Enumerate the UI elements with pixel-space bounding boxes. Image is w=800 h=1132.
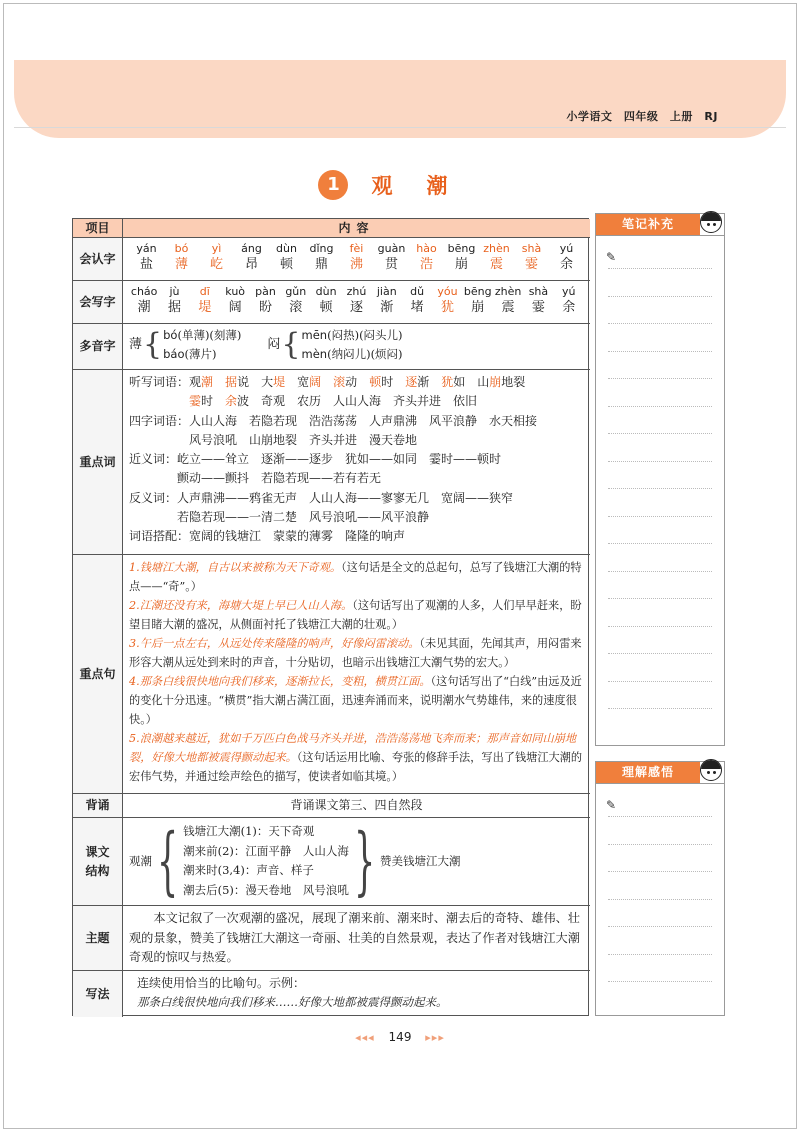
row-label: 多音字 (73, 324, 123, 369)
pinyin-cell: bó (174, 242, 189, 255)
combo-label: 词语搭配： (129, 529, 190, 544)
pinyin: mēn (301, 328, 328, 342)
pinyin-line (129, 284, 584, 299)
char-cell: 滚 (289, 300, 303, 315)
listen-fragment: 阔 (309, 375, 322, 389)
listen-fragment: 霎 (189, 394, 202, 409)
writing-line (608, 844, 712, 845)
writing-line (608, 598, 712, 599)
sentence-item (129, 558, 584, 596)
listen-fragment: 宽 (285, 375, 310, 389)
notes-panel (595, 213, 725, 746)
char-cell: 阔 (228, 300, 242, 315)
writing-line (608, 816, 712, 817)
row-writing (73, 970, 590, 1017)
words: (纳闷儿)(烦闷) (327, 347, 403, 361)
row-recite (73, 793, 590, 817)
structure-branch: 潮去后(5)：漫天卷地 风号浪吼 (183, 882, 349, 897)
listen-fragment: 动 (345, 375, 370, 389)
char-cell: 潮 (137, 300, 151, 315)
pinyin-cell: bēng (447, 242, 476, 255)
char-cell: 震 (501, 300, 515, 315)
insight-header (596, 762, 724, 784)
char-cell: 薄 (174, 257, 188, 272)
listen-fragment: 渐 (417, 375, 442, 389)
writing-line (608, 296, 712, 297)
char-cell: 犹 (440, 300, 454, 315)
char-cell: 贯 (384, 257, 398, 272)
listen-fragment: 逐 (405, 375, 418, 389)
char-cell: 堵 (410, 300, 424, 315)
pinyin-cell: dī (199, 285, 210, 298)
closing-brace-icon: } (353, 818, 376, 904)
notes-writing-lines (608, 268, 712, 736)
sentence-item (129, 729, 584, 786)
char-line (129, 256, 584, 273)
sentence-number: 1. (129, 561, 140, 574)
listen-fragment: 堤 (273, 375, 286, 389)
combo-line (129, 527, 584, 546)
writing-line (608, 899, 712, 900)
structure-branch: 钱塘江大潮(1)：天下奇观 (183, 824, 315, 838)
next-arrows: ▸▸▸ (425, 1031, 445, 1044)
listen-fragment: 潮 (201, 375, 214, 389)
listen-fragment: 波 奇观 农历 人山人海 齐头并进 依旧 (237, 394, 478, 409)
sentence-number: 3. (129, 637, 140, 650)
row-label: 重点句 (73, 555, 123, 793)
sentence-note: （未见其面，先闻其声，用闷雷来形容大潮从远处到来时的声音，十分贴切，也暗示出钱塘江大潮气势的宏大。） (129, 637, 582, 669)
words: (薄片) (184, 347, 217, 361)
writing-line (608, 516, 712, 517)
pinyin-cell: zhú (346, 285, 367, 298)
four-line-2: 风号浪吼 山崩地裂 齐头并进 漫天卷地 (189, 432, 418, 447)
listen-fragment: 余 (225, 394, 238, 409)
pinyin-cell: fèi (349, 242, 364, 255)
listen-fragment: 犹 (441, 375, 454, 389)
pinyin-cell: dǔ (410, 285, 425, 298)
pinyin-cell: kuò (225, 285, 246, 298)
lesson-title: 观潮 (371, 174, 482, 198)
polyphone-group-2 (267, 326, 402, 364)
char-cell: 逐 (349, 300, 363, 315)
polyphone-group-1 (129, 326, 241, 364)
ant-words: 人声鼎沸——鸦雀无声 人山人海——寥寥无几 宽阔——狭窄 (177, 490, 514, 505)
row-label: 背诵 (73, 794, 123, 817)
row-label: 重点词 (73, 370, 123, 554)
lesson-number-badge: 1 (318, 170, 348, 200)
char-cell: 鼎 (314, 257, 328, 272)
sentence-number: 5. (129, 732, 140, 745)
sentence-quote: 浪潮越来越近，犹如千万匹白色战马齐头并进，浩浩荡荡地飞奔而来；那声音如同山崩地裂，好像大地都被震得颤动起来。 (129, 732, 577, 764)
row-label: 会认字 (73, 238, 123, 280)
writing-line (608, 543, 712, 544)
four-words: 人山人海 若隐若现 浩浩荡荡 人声鼎沸 风平浪静 水天相接 (189, 413, 538, 428)
listen-fragment: 如 山 (453, 375, 490, 389)
char-cell: 崩 (471, 300, 485, 315)
char-cell: 堤 (198, 300, 212, 315)
char-cell: 震 (489, 257, 503, 272)
char-cell: 盼 (258, 300, 272, 315)
sentence-number: 2. (129, 599, 140, 612)
pinyin-cell: shà (521, 242, 542, 255)
row-write (73, 280, 590, 323)
combo-words: 宽阔的钱塘江 蒙蒙的薄雾 隆隆的响声 (189, 529, 406, 544)
row-key-words (73, 369, 590, 554)
brace-icon: { (143, 327, 163, 362)
char-line (129, 299, 584, 316)
row-recognize (73, 237, 590, 280)
polyphone-char: 闷 (267, 337, 281, 352)
row-content (123, 281, 590, 323)
char-cell: 浩 (419, 257, 433, 272)
listen-line-1 (129, 373, 584, 392)
row-label: 写法 (73, 971, 123, 1017)
notes-header (596, 214, 724, 236)
char-cell: 余 (559, 257, 573, 272)
listen-fragment (213, 375, 225, 389)
writing-line (608, 461, 712, 462)
char-cell: 顿 (279, 257, 293, 272)
pinyin-cell: yú (559, 242, 574, 255)
row-key-sentences (73, 554, 590, 793)
row-content (123, 971, 590, 1017)
char-cell: 昂 (244, 257, 258, 272)
header-divider (14, 127, 786, 128)
insight-panel (595, 761, 725, 1016)
cartoon-face-icon (700, 211, 722, 233)
structure-branch: 潮来时(3,4)：声音、样子 (183, 863, 314, 877)
lesson-title-row (0, 170, 800, 202)
prev-arrows: ◂◂◂ (355, 1031, 375, 1044)
four-label: 四字词语： (129, 413, 190, 428)
syn-line-1 (129, 450, 584, 469)
ant-line-2: 若隐若现——一清二楚 风号浪吼——风平浪静 (177, 510, 430, 525)
sentence-note: （这句话运用比喻、夸张的修辞手法，写出了钱塘江大潮的宏伟气势，并通过绘声绘色的描写，使读者如临其境。） (129, 751, 583, 783)
writing-line (608, 433, 712, 434)
char-cell: 崩 (454, 257, 468, 272)
writing-line (608, 323, 712, 324)
row-content (123, 818, 590, 905)
sentence-note: （这句话写出了“白线”由远及近的变化十分迅速。“横贯”指大潮占满江面，迅速奔涌而来，说明潮水气势雄伟，来的速度很快。） (129, 675, 582, 726)
brace-icon: { (156, 818, 179, 904)
pinyin: bó (163, 328, 178, 342)
pinyin-cell: zhèn (494, 285, 522, 298)
row-content (123, 555, 590, 793)
grade-info: 小学语文 四年级 上册 RJ (566, 110, 718, 123)
pinyin-cell: hào (416, 242, 437, 255)
sentence-item (129, 596, 584, 634)
row-content (123, 370, 590, 554)
pinyin-cell: jù (169, 285, 180, 298)
cartoon-face-icon (700, 759, 722, 781)
structure-branches (183, 822, 349, 900)
writing-line (608, 351, 712, 352)
listen-fragment: 说 大 (237, 375, 274, 389)
sentence-item (129, 634, 584, 672)
char-cell: 余 (562, 300, 576, 315)
pinyin-cell: yú (562, 285, 576, 298)
writing-line (608, 406, 712, 407)
col-item-header: 项目 (73, 219, 123, 237)
row-label: 主题 (73, 906, 123, 970)
listen-line-2 (129, 392, 584, 411)
listen-fragment: 时 (201, 394, 226, 409)
pinyin-cell: dùn (315, 285, 337, 298)
char-cell: 霎 (524, 257, 538, 272)
listen-fragment: 时 (381, 375, 406, 389)
listen-fragment: 崩 (489, 375, 502, 389)
writing-line (608, 981, 712, 982)
row-theme (73, 905, 590, 970)
pinyin-cell: guàn (377, 242, 406, 255)
char-cell: 顿 (319, 300, 333, 315)
listen-fragment: 地裂 (501, 375, 526, 389)
insight-writing-lines (608, 816, 712, 1009)
pinyin-cell: dùn (276, 242, 297, 255)
ant-label: 反义词： (129, 490, 178, 505)
listen-fragment (321, 375, 333, 389)
row-content (123, 324, 590, 369)
char-cell: 霎 (531, 300, 545, 315)
structure-conclusion: 赞美钱塘江大潮 (379, 854, 461, 868)
pinyin-cell: shà (528, 285, 549, 298)
sentence-note: （这句话写出了观潮的人多，人们早早赶来，盼望目睹大潮的盛况，从侧面衬托了钱塘江大潮的壮观。） (129, 599, 582, 631)
syn-line-2: 颤动——颤抖 若隐若现——若有若无 (177, 471, 382, 486)
table-header (73, 219, 590, 237)
row-polyphone (73, 323, 590, 369)
brace-icon: { (281, 327, 301, 362)
sentence-quote: 钱塘江大潮，自古以来被称为天下奇观。 (139, 561, 342, 574)
pinyin-cell: yóu (437, 285, 458, 298)
sentence-quote: 江潮还没有来，海塘大堤上早已人山人海。 (139, 599, 353, 612)
sentence-quote: 午后一点左右，从远处传来隆隆的响声，好像闷雷滚动。 (139, 637, 420, 650)
row-label: 课文结构 (73, 818, 123, 905)
writing-line (608, 708, 712, 709)
pinyin-cell: zhèn (483, 242, 510, 255)
words: (闷热)(闷头儿) (327, 328, 403, 342)
pinyin: báo (163, 347, 185, 361)
writing-line (608, 681, 712, 682)
pinyin-cell: yán (136, 242, 157, 255)
lesson-table (72, 218, 589, 1016)
pencil-icon: ✎ (606, 250, 617, 264)
words: (单薄)(刻薄) (177, 328, 242, 342)
pinyin-cell: yì (211, 242, 222, 255)
notes-title: 笔记补充 (596, 214, 700, 235)
listen-label: 听写词语： (129, 375, 190, 389)
row-content (123, 238, 590, 280)
pinyin-cell: cháo (130, 285, 158, 298)
sentence-item (129, 672, 584, 729)
pencil-icon: ✎ (606, 798, 617, 812)
char-cell: 渐 (380, 300, 394, 315)
sentence-number: 4. (129, 675, 140, 688)
char-cell: 盐 (139, 257, 153, 272)
pinyin-cell: gǔn (285, 285, 307, 298)
page-footer (0, 1030, 800, 1044)
pinyin-cell: bēng (463, 285, 492, 298)
writing-line (608, 571, 712, 572)
polyphone-char: 薄 (129, 337, 143, 352)
pinyin-line (129, 241, 584, 256)
writing-line (608, 378, 712, 379)
sentence-note: （这句话是全文的总起句，总写了钱塘江大潮的特点——“奇”。） (129, 561, 582, 593)
sentence-quote: 那条白线很快地向我们移来，逐渐拉长，变粗，横贯江面。 (139, 675, 431, 688)
page-number: 149 (388, 1030, 412, 1044)
writing-line (608, 653, 712, 654)
syn-words: 屹立——耸立 逐渐——逐步 犹如——如同 霎时——顿时 (177, 452, 502, 467)
ant-line-1 (129, 489, 584, 508)
writing-line (608, 926, 712, 927)
structure-branch: 潮来前(2)：江面平静 人山人海 (183, 843, 349, 858)
writing-line (608, 626, 712, 627)
col-content-header: 内容 (338, 221, 375, 235)
writing-line (608, 268, 712, 269)
writing-line (608, 871, 712, 872)
pinyin-cell: pàn (255, 285, 276, 298)
pinyin: mèn (301, 347, 328, 361)
writing-line (608, 954, 712, 955)
writing-line (608, 488, 712, 489)
listen-fragment: 据 (225, 375, 238, 389)
writing-example: 那条白线很快地向我们移来……好像大地都被震得颤动起来。 (137, 995, 448, 1009)
recite-text: 背诵课文第三、四自然段 (290, 798, 423, 812)
syn-label: 近义词： (129, 452, 178, 467)
pinyin-cell: dǐng (309, 242, 334, 255)
char-cell: 沸 (349, 257, 363, 272)
row-structure (73, 817, 590, 905)
char-cell: 据 (167, 300, 181, 315)
structure-root: 观潮 (129, 854, 152, 868)
char-cell: 屹 (209, 257, 223, 272)
insight-title: 理解感悟 (596, 762, 700, 783)
writing-text: 连续使用恰当的比喻句。示例： (137, 976, 306, 990)
pinyin-cell: áng (241, 242, 262, 255)
pinyin-cell: jiàn (376, 285, 397, 298)
listen-fragment: 滚 (333, 375, 346, 389)
listen-fragment: 观 (189, 375, 202, 389)
four-line-1 (129, 412, 584, 431)
theme-text: 本文记叙了一次观潮的盛况，展现了潮来前、潮来时、潮去后的奇特、雄伟、壮观的景象，赞美了钱塘江大潮这一奇丽、壮美的自然景观，表达了作者对钱塘江大潮奇观的惊叹与热爱。 (129, 911, 580, 964)
row-label: 会写字 (73, 281, 123, 323)
listen-fragment: 顿 (369, 375, 382, 389)
